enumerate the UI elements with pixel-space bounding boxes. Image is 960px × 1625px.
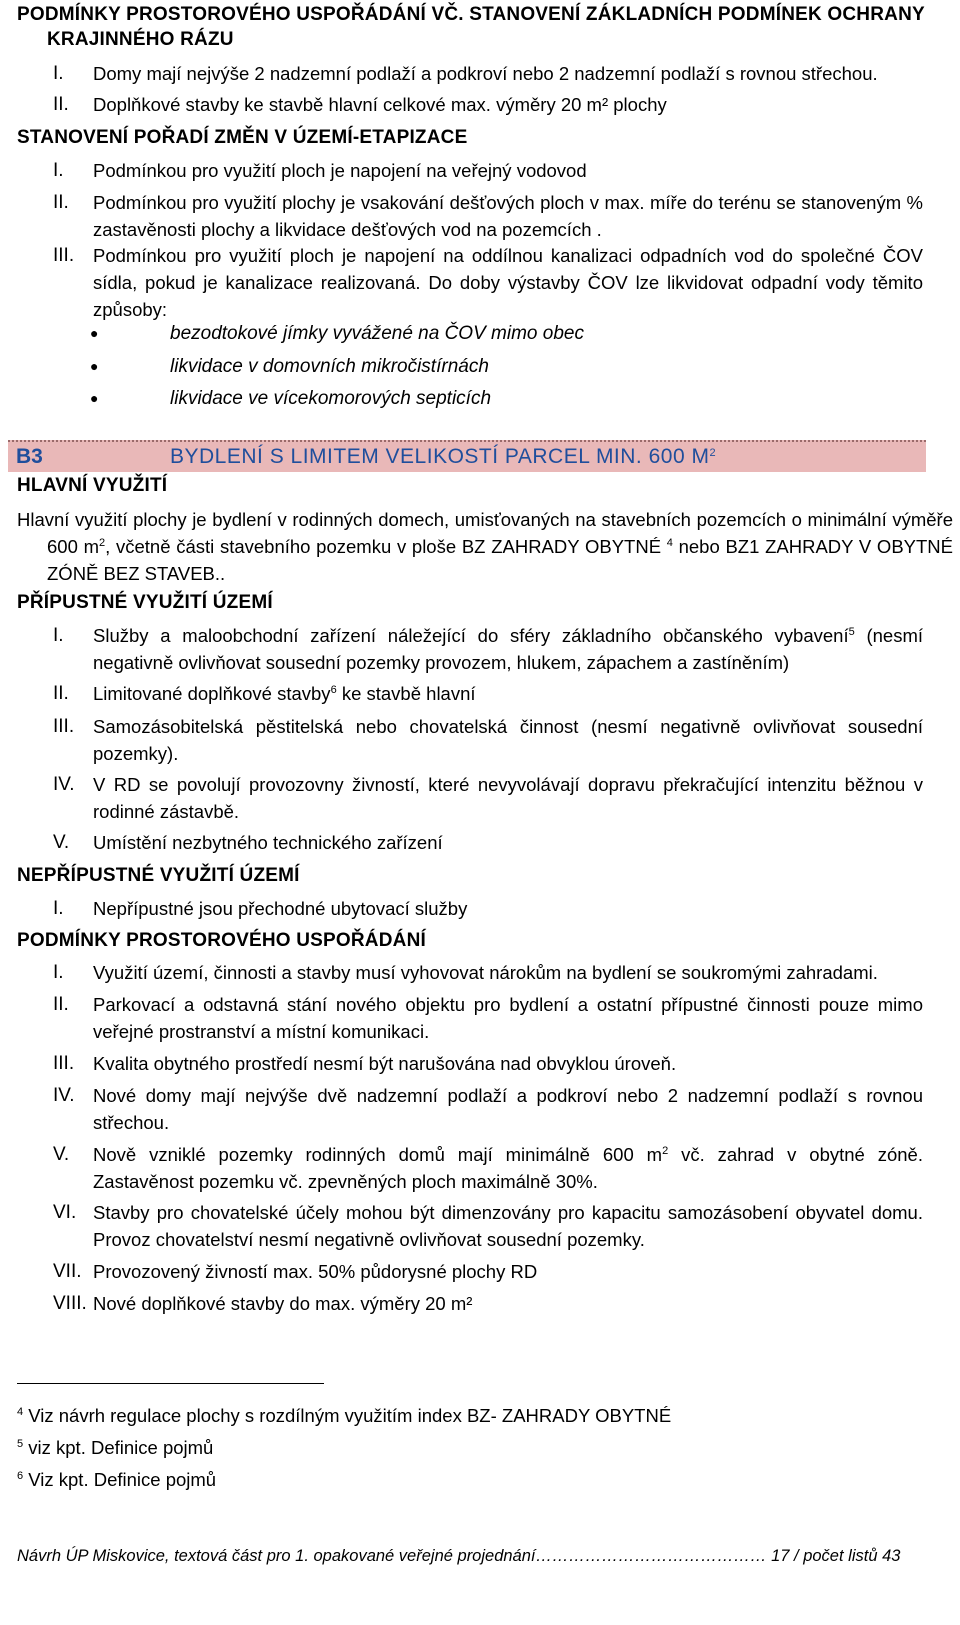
zone-code: B3 [16,445,43,468]
list-item-text: Samozásobitelská pěstitelská nebo chovatelská činnost (nesmí negativně ovlivňovat sousední pozemky). [93,716,923,764]
list-number: II. [53,192,69,213]
list-item-text: Doplňkové stavby ke stavbě hlavní celkové max. výměry 20 m² plochy [93,94,667,115]
list-number: I. [53,160,64,181]
zone-banner [8,440,926,472]
section-heading-hlavni: HLAVNÍ VYUŽITÍ [17,475,168,496]
list-item-text: Limitované doplňkové stavby$^6$ ke stavbě hlavní [93,683,476,704]
list-number: II. [53,683,69,704]
footnote: $^5$ viz kpt. Definice pojmů [17,1437,214,1458]
bullet-icon: ● [90,325,99,341]
list-item-text: Umístění nezbytného technického zařízení [93,832,443,853]
bullet-item: bezodtokové jímky vyvážené na ČOV mimo obec [170,323,584,344]
bullet-icon: ● [90,358,99,374]
zone-title: BYDLENÍ S LIMITEM VELIKOSTÍ PARCEL MIN. 600 $M^2$ [170,445,717,468]
list-item-text: V RD se povolují provozovny živností, které nevyvolávají dopravu překračující intenzitu běžnou v rodinné zástavbě. [93,774,923,822]
list-item-text: Parkovací a odstavná stání nového objektu pro bydlení a ostatní přípustné činnosti pouze mimo veřejné prostranství a místní komunikaci. [93,994,923,1042]
list-number: II. [53,994,69,1015]
list-number: IV. [53,774,75,795]
list-item-text: Domy mají nejvýše 2 nadzemní podlaží a podkroví nebo 2 nadzemní podlaží s rovnou střechou. [93,63,878,84]
footnote: $^6$ Viz kpt. Definice pojmů [17,1469,217,1490]
list-number: III. [53,245,75,266]
bullet-icon: ● [90,390,99,406]
list-item-text: Nové domy mají nejvýše dvě nadzemní podlaží a podkroví nebo 2 nadzemní podlaží s rovnou střechou. [93,1085,923,1133]
footer-document-title: Návrh ÚP Miskovice, textová část pro 1. opakované veřejné projednání…………………………………… [17,1547,767,1565]
section-heading-nepripustne: NEPŘÍPUSTNÉ VYUŽITÍ ÚZEMÍ [17,865,300,886]
bullet-item: likvidace v domovních mikročistírnách [170,356,489,377]
list-item-text: Provozovený živností max. 50% půdorysné plochy RD [93,1261,538,1282]
footnote-separator [17,1383,324,1384]
footnote: $^4$ Viz návrh regulace plochy s rozdílným využitím index BZ- ZAHRADY OBYTNÉ [17,1405,672,1426]
list-number: I. [53,63,64,84]
section-heading-etapizace: STANOVENÍ POŘADÍ ZMĚN V ÚZEMÍ-ETAPIZACE [17,127,468,148]
list-item-text: Stavby pro chovatelské účely mohou být dimenzovány pro kapacitu samozásobení obyvatel domu. Provoz chovatelství nesmí negativně ovlivňovat sousední pozemky. [93,1202,923,1250]
footer-page-number: 17 / počet listů 43 [771,1547,901,1565]
list-item-text: Nepřípustné jsou přechodné ubytovací služby [93,898,468,919]
list-number: I. [53,898,64,919]
list-number: III. [53,716,75,737]
list-number: III. [53,1053,75,1074]
list-number: V. [53,1144,70,1165]
list-number: IV. [53,1085,75,1106]
list-number: VII. [53,1261,82,1282]
list-number: V. [53,832,70,853]
list-number: II. [53,94,69,115]
main-use-paragraph: Hlavní využití plochy je bydlení v rodinných domech, umisťovaných na stavebních pozemcích o minimální výměře 600 $m^2$, včetně části stavebního pozemku v ploše BZ ZAHRADY OBYTNÉ $^4$ nebo BZ1 ZAHRADY V OBYTNÉ ZÓNĚ BEZ STAVEB.. [17,509,954,584]
list-item-text: Podmínkou pro využití ploch je napojení na oddílnou kanalizaci odpadních vod do společné ČOV sídla, pokud je kanalizace realizovaná. Do doby výstavby ČOV lze likvidovat odpadní vody těmito způsoby: [93,245,923,320]
list-number: VI. [53,1202,77,1223]
list-item-text: Nově vzniklé pozemky rodinných domů mají minimálně 600 $m^2$ vč. zahrad v obytné zóně. Zastavěnost pozemku vč. zpevněných ploch maximálně 30%. [93,1144,923,1192]
section-heading-pripustne: PŘÍPUSTNÉ VYUŽITÍ ÚZEMÍ [17,592,273,613]
section-heading-podminky-ochrany: PODMÍNKY PROSTOROVÉHO USPOŘÁDÁNÍ VČ. STANOVENÍ ZÁKLADNÍCH PODMÍNEK OCHRANY [17,4,925,25]
list-number: VIII. [53,1293,87,1314]
section-heading-continuation: KRAJINNÉHO RÁZU [47,29,234,50]
page-footer [17,1544,922,1568]
list-item-text: Využití území, činnosti a stavby musí vyhovovat nárokům na bydlení se soukromými zahradami. [93,962,878,983]
list-number: I. [53,962,64,983]
list-item-text: Služby a maloobchodní zařízení náležející do sféry základního občanského vybavení$^5$ (nesmí negativně ovlivňovat sousední pozemky provozem, hlukem, zápachem a zastíněním) [93,625,923,673]
list-item-text: Podmínkou pro využití ploch je napojení na veřejný vodovod [93,160,587,181]
list-item-text: Kvalita obytného prostředí nesmí být narušována nad obvyklou úroveň. [93,1053,677,1074]
list-item-text: Podmínkou pro využití plochy je vsakování dešťových ploch v max. míře do terénu se stanoveným % zastavěnosti plochy a likvidace dešťových vod na pozemcích . [93,192,923,240]
bullet-item: likvidace ve vícekomorových septicích [170,388,492,409]
section-heading-podminky: PODMÍNKY PROSTOROVÉHO USPOŘÁDÁNÍ [17,930,426,951]
list-item-text: Nové doplňkové stavby do max. výměry 20 m² [93,1293,473,1314]
list-number: I. [53,625,64,646]
